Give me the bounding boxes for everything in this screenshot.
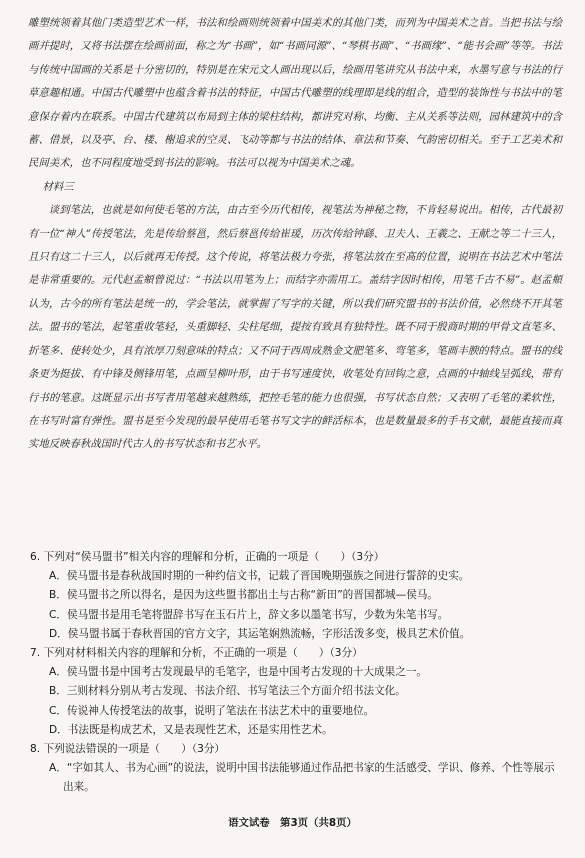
question-6-option-d: D．侯马盟书属于春秋晋国的官方文字，其运笔娴熟流畅，字形活泼多变，极具艺术价值。 xyxy=(49,627,471,640)
question-6-stem: 6. 下列对“侯马盟书”相关内容的理解和分析，正确的一项是（ ）（3分） xyxy=(30,551,385,563)
question-6-option-a: A．侯马盟书是春秋战国时期的一种约信文书，记载了晋国晚期强族之间进行誓辞的史实。 xyxy=(49,570,470,583)
question-8-option-a: A．“字如其人、书为心画”的说法，说明中国书法能够通过作品把书家的生活感受、学识、修养、个性等展示出来。 xyxy=(49,762,555,794)
question-7-option-d: D．书法既是构成艺术，又是表现性艺术，还是实用性艺术。 xyxy=(49,723,333,736)
question-6-option-b: B．侯马盟书之所以得名，是因为这些盟书都出土与古称“新田”的晋国都城—侯马。 xyxy=(49,589,439,602)
page-footer: 语文试卷 第3页（共8页） xyxy=(228,817,357,829)
passage-paragraph-1: 雕塑统领着其他门类造型艺术一样，书法和绘画则统领着中国美术的其他门类，而列为中国美术之首。当把书法与绘画并提时，又将书法摆在绘画前面，称之为“书画”，如“书画同源”、“琴棋书画”、“书画缘”、“能书会画”等等。书法与传统中国画的关系是十分密切的，特别是在宋元文人画出现以后，绘画用笔讲究从书法中来，水墨写意与书法的行草意趣相通。中国古代雕塑中也蕴含着书法的特征，中国古代雕塑的线理即是线的组合，造型的装饰性与书法中的笔意保存着内在联系。中国古代建筑以布局到主体的梁柱结构，都讲究对称、均衡、主从关系等法则，园林建筑中的含蓄、借景，以及亭、台、楼、榭追求的空灵、飞动等都与书法的结体、章法和节奏、气韵密切相关。至于工艺美术和民间美术，也不同程度地受到书法的影响。书法可以视为中国美术之魂。 xyxy=(28,17,562,170)
question-7-stem: 7. 下列对材料相关内容的理解和分析，不正确的一项是（ ）（3分） xyxy=(30,647,363,660)
question-7-option-b: B．三则材料分别从考古发现、书法介绍、书写笔法三个方面介绍书法文化。 xyxy=(49,685,406,698)
question-6-option-c: C．侯马盟书是用毛笔将盟辞书写在玉石片上，辞文多以墨笔书写，少数为朱笔书写。 xyxy=(49,608,449,621)
question-block xyxy=(30,548,560,798)
material-three-heading: 材料三 xyxy=(42,180,74,193)
passage-paragraph-2: 谈到笔法，也就是如何使毛笔的方法，由古至今历代相传，视笔法为神秘之物，不肯轻易说出。相传，古代最初有一位“神人”传授笔法，先是传给蔡邕，然后蔡邕传给崔瑗，历次传给钟繇、卫夫人、王羲之、王献之等二十三人，且只有这二十三人，以后就再无传授。这个传说，将笔法极力夸张，将笔法放在至高的位置，说明在书法艺术中笔法是非常重要的。元代赵孟頫曾说过：“书法以用笔为上；而结字亦需用工。盖结字因时相传，用笔千古不易”。赵孟頫认为，古今的所有笔法是统一的，学会笔法，就掌握了写字的关键，所以我们研究盟书的书法价值，必然绕不开其笔法。盟书的笔法，起笔重收笔轻，头重脚轻、尖柱尾细，提按有致具有独特性。既不同于殷商时期的甲骨文直笔多、折笔多、使转处少，具有浓厚刀刻意味的特点；又不同于西周成熟金文肥笔多、弯笔多，笔画丰腴的特点。盟书的线条更为挺拔、有中锋及侧锋用笔，点画呈柳叶形，由于书写速度快，收笔处有回钩之意，点画的中轴线呈弧线，带有行书的笔意。这既显示出书写者用笔越来越熟练，把控毛笔的能力也很强，书写状态自然；又表明了毛笔的柔软性，在书写时富有弹性。盟书是至今发现的最早使用毛笔书写文字的鲜活标本，也是数量最多的手书文献，最能直接而真实地反映春秋战国时代古人的书写状态和书艺水平。 xyxy=(28,204,562,451)
question-8-stem: 8. 下列说法错误的一项是（ ）（3分） xyxy=(30,743,226,756)
reading-passage xyxy=(28,12,562,457)
question-7-option-c: C．传说神人传授笔法的故事，说明了笔法在书法艺术中的重要地位。 xyxy=(49,704,375,717)
question-7-option-a: A．侯马盟书是中国考古发现最早的毛笔字，也是中国考古发现的十大成果之一。 xyxy=(49,666,428,679)
